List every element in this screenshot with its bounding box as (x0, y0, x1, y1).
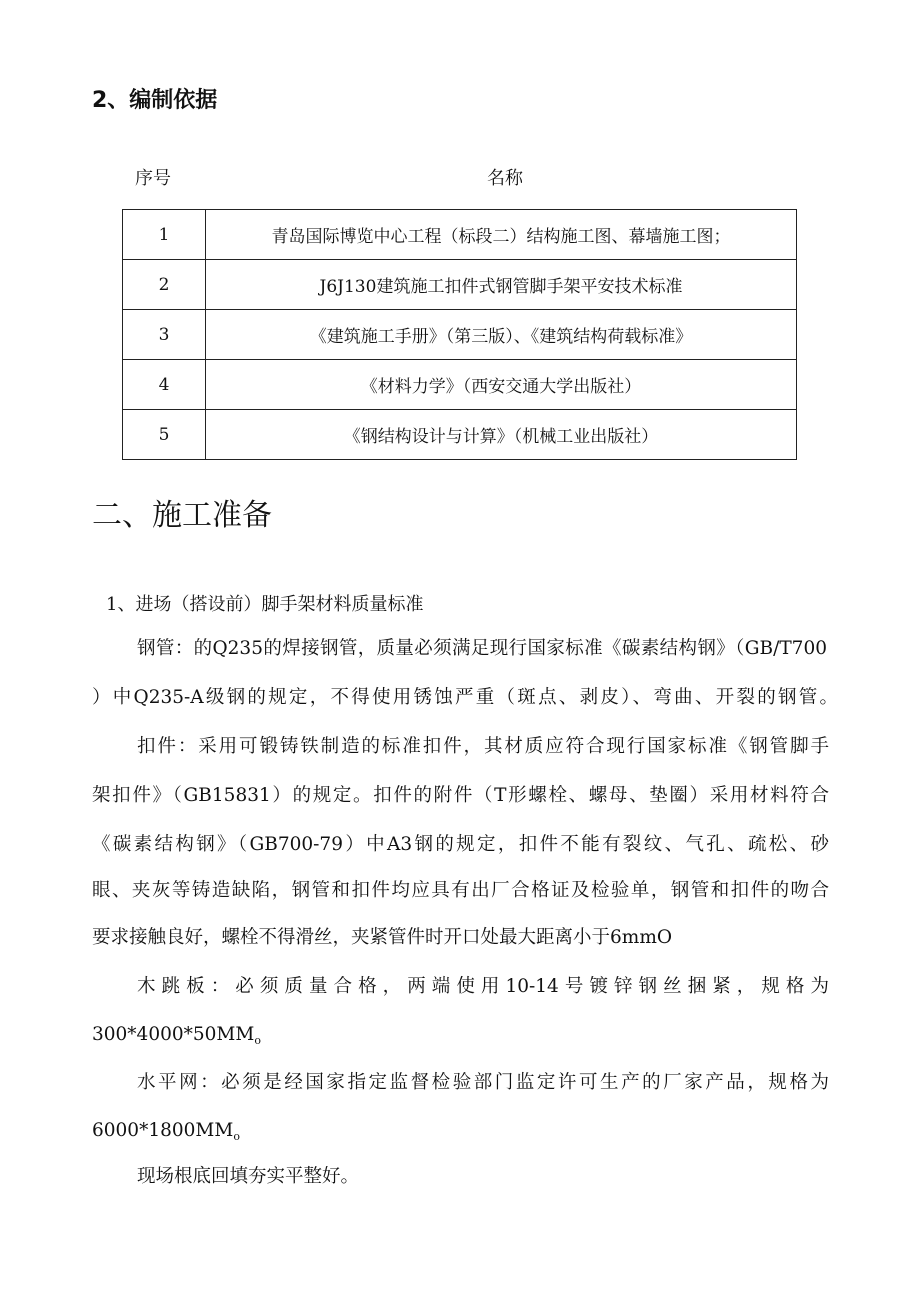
row-name: 青岛国际博览中心工程（标段二）结构施工图、幕墙施工图； (206, 210, 797, 260)
plank-line-2 (92, 1022, 261, 1054)
plank-size: 300*4000*50MM (92, 1024, 255, 1045)
table-row (123, 260, 797, 310)
row-name: 《建筑施工手册》（第三版）、《建筑结构荷载标准》 (206, 310, 797, 360)
row-number: 1 (123, 210, 206, 260)
row-number: 3 (123, 310, 206, 360)
row-name: J6J130建筑施工扣件式钢管脚手架平安技术标准 (206, 260, 797, 310)
row-number: 4 (123, 360, 206, 410)
table-header-seq: 序号 (135, 168, 171, 189)
material-standard-subheading: 1、进场（搭设前）脚手架材料质量标准 (106, 594, 424, 615)
table-row (123, 410, 797, 460)
fastener-line-1: 扣件：采用可锻铸铁制造的标准扣件，其材质应符合现行国家标准《钢管脚手 (137, 736, 829, 757)
net-line-1: 水平网：必须是经国家指定监督检验部门监定许可生产的厂家产品，规格为 (137, 1072, 829, 1093)
net-line-2 (92, 1118, 240, 1150)
reference-table (122, 209, 797, 460)
fastener-line-4: 眼、夹灰等铸造缺陷，钢管和扣件均应具有出厂合格证及检验单，钢管和扣件的吻合 (92, 880, 829, 901)
fastener-line-5: 要求接触良好，螺栓不得滑丝，夹紧管件时开口处最大距离小于6mmO (92, 927, 673, 948)
steel-pipe-line-2: ）中Q235-A级钢的规定，不得使用锈蚀严重（斑点、剥皮）、弯曲、开裂的钢管。 (92, 687, 838, 708)
chapter-heading: 二、施工准备 (92, 498, 272, 533)
fastener-line-3: 《碳素结构钢》（GB700-79）中A3钢的规定，扣件不能有裂纹、气孔、疏松、砂 (92, 834, 829, 855)
row-name: 《材料力学》（西安交通大学出版社） (206, 360, 797, 410)
row-name: 《钢结构设计与计算》（机械工业出版社） (206, 410, 797, 460)
net-size: 6000*1800MM (92, 1120, 234, 1141)
steel-pipe-line-1: 钢管：的Q235的焊接钢管，质量必须满足现行国家标准《碳素结构钢》（GB/T700 (137, 638, 827, 659)
fastener-line-2: 架扣件》（GB15831）的规定。扣件的附件（T形螺栓、螺母、垫圈）采用材料符合 (92, 785, 829, 806)
row-number: 2 (123, 260, 206, 310)
table-row (123, 310, 797, 360)
table-row (123, 210, 797, 260)
table-row (123, 360, 797, 410)
section-heading: 2、编制依据 (92, 88, 218, 113)
row-number: 5 (123, 410, 206, 460)
site-line-1: 现场根底回填夯实平整好。 (137, 1166, 360, 1187)
net-size-suffix: o (233, 1130, 240, 1143)
plank-line-1: 木跳板：必须质量合格，两端使用10-14号镀锌钢丝捆紧，规格为 (137, 976, 829, 997)
plank-size-suffix: o (254, 1034, 261, 1047)
table-header-name: 名称 (487, 168, 523, 189)
